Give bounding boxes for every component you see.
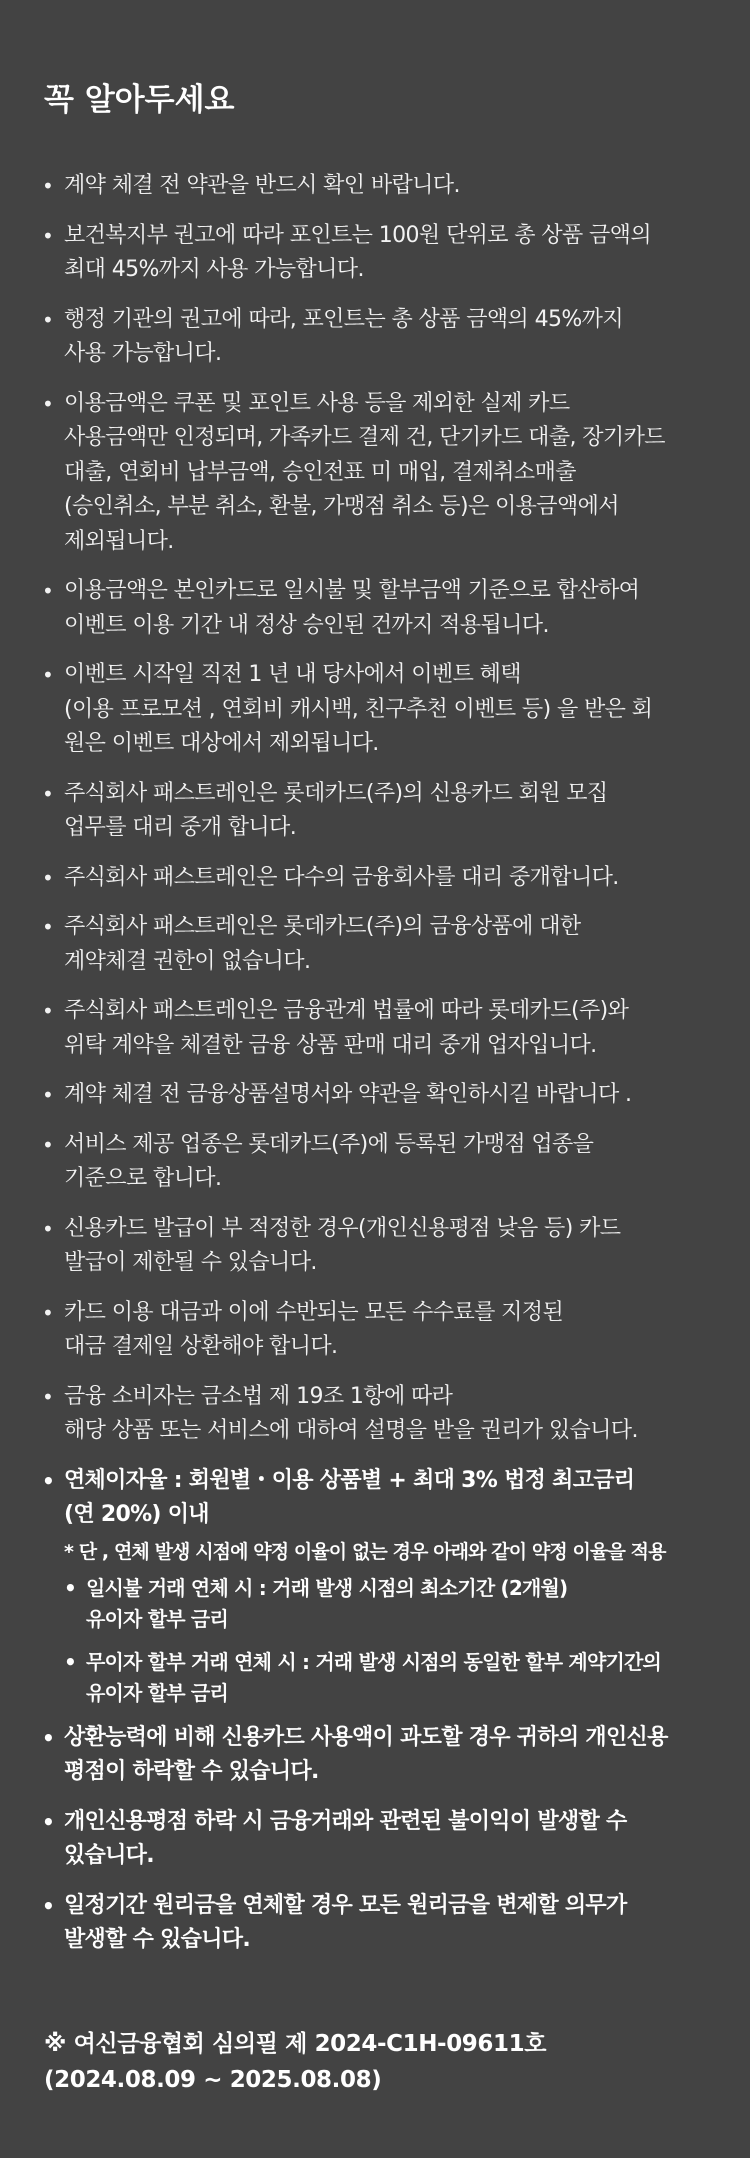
list-item: • 보건복지부 권고에 따라 포인트는 100원 단위로 총 상품 금액의 최대 45%까지 사용 가능합니다.	[44, 219, 706, 288]
list-item: • 이용금액은 쿠폰 및 포인트 사용 등을 제외한 실제 카드 사용금액만 인정되며, 가족카드 결제 건, 단기카드 대출, 장기카드 대출, 연회비 납부금액, 승인전표 미 매입, 결제취소매출 (승인취소, 부분 취소, 환불, 가맹점 취소 등)은 이용금액에서 제외됩니다.	[44, 387, 706, 560]
list-item: • 행정 기관의 권고에 따라, 포인트는 총 상품 금액의 45%까지 사용 가능합니다.	[44, 303, 706, 372]
warning-item: • 상환능력에 비해 신용카드 사용액이 과도할 경우 귀하의 개인신용 평점이 하락할 수 있습니다.	[44, 1721, 706, 1790]
list-item: • 카드 이용 대금과 이에 수반되는 모든 수수료를 지정된 대금 결제일 상환해야 합니다.	[44, 1296, 706, 1365]
approval-number: ※ 여신금융협회 심의필 제 2024-C1H-09611호 (2024.08.09 ~ 2025.08.08)	[44, 2030, 547, 2093]
list-item: • 주식회사 패스트레인은 롯데카드(주)의 금융상품에 대한 계약체결 권한이 없습니다.	[44, 910, 706, 979]
list-item: • 계약 체결 전 금융상품설명서와 약관을 확인하시길 바랍니다 .	[44, 1078, 706, 1113]
warning-item: • 일정기간 원리금을 연체할 경우 모든 원리금을 변제할 의무가 발생할 수 있습니다.	[44, 1889, 706, 1958]
list-item: • 이벤트 시작일 직전 1 년 내 당사에서 이벤트 혜택 (이용 프로모션 , 연회비 캐시백, 친구추천 이벤트 등) 을 받은 회 원은 이벤트 대상에서 제외됩니다.	[44, 658, 706, 762]
list-item: • 이용금액은 본인카드로 일시불 및 할부금액 기준으로 합산하여 이벤트 이용 기간 내 정상 승인된 건까지 적용됩니다.	[44, 574, 706, 643]
list-item: • 주식회사 패스트레인은 금융관계 법률에 따라 롯데카드(주)와 위탁 계약을 체결한 금융 상품 판매 대리 중개 업자입니다.	[44, 994, 706, 1063]
section-title: 꼭 알아두세요	[44, 82, 235, 118]
list-item: • 신용카드 발급이 부 적정한 경우(개인신용평점 낮음 등) 카드 발급이 제한될 수 있습니다.	[44, 1212, 706, 1281]
list-item: • 금융 소비자는 금소법 제 19조 1항에 따라 해당 상품 또는 서비스에 대하여 설명을 받을 권리가 있습니다.	[44, 1380, 706, 1449]
overdue-rate-item: • 연체이자율 : 회원별・이용 상품별 + 최대 3% 법정 최고금리 (연 20%) 이내	[44, 1464, 706, 1533]
list-item: • 서비스 제공 업종은 롯데카드(주)에 등록된 가맹점 업종을 기준으로 합니다.	[44, 1128, 706, 1197]
warning-item: • 개인신용평점 하락 시 금융거래와 관련된 불이익이 발생할 수 있습니다.	[44, 1805, 706, 1874]
list-item: • 주식회사 패스트레인은 다수의 금융회사를 대리 중개합니다.	[44, 861, 706, 896]
list-item: • 계약 체결 전 약관을 반드시 확인 바랍니다.	[44, 169, 706, 204]
overdue-footnote: * 단 , 연체 발생 시점에 약정 이율이 없는 경우 아래와 같이 약정 이율을 적용	[64, 1540, 666, 1563]
overdue-subitem: • 무이자 할부 거래 연체 시 : 거래 발생 시점의 동일한 할부 계약기간의 유이자 할부 금리	[44, 1647, 706, 1709]
notes-list	[44, 169, 706, 1958]
overdue-subitem: • 일시불 거래 연체 시 : 거래 발생 시점의 최소기간 (2개월) 유이자 할부 금리	[44, 1573, 706, 1635]
list-item: • 주식회사 패스트레인은 롯데카드(주)의 신용카드 회원 모집 업무를 대리 중개 합니다.	[44, 777, 706, 846]
